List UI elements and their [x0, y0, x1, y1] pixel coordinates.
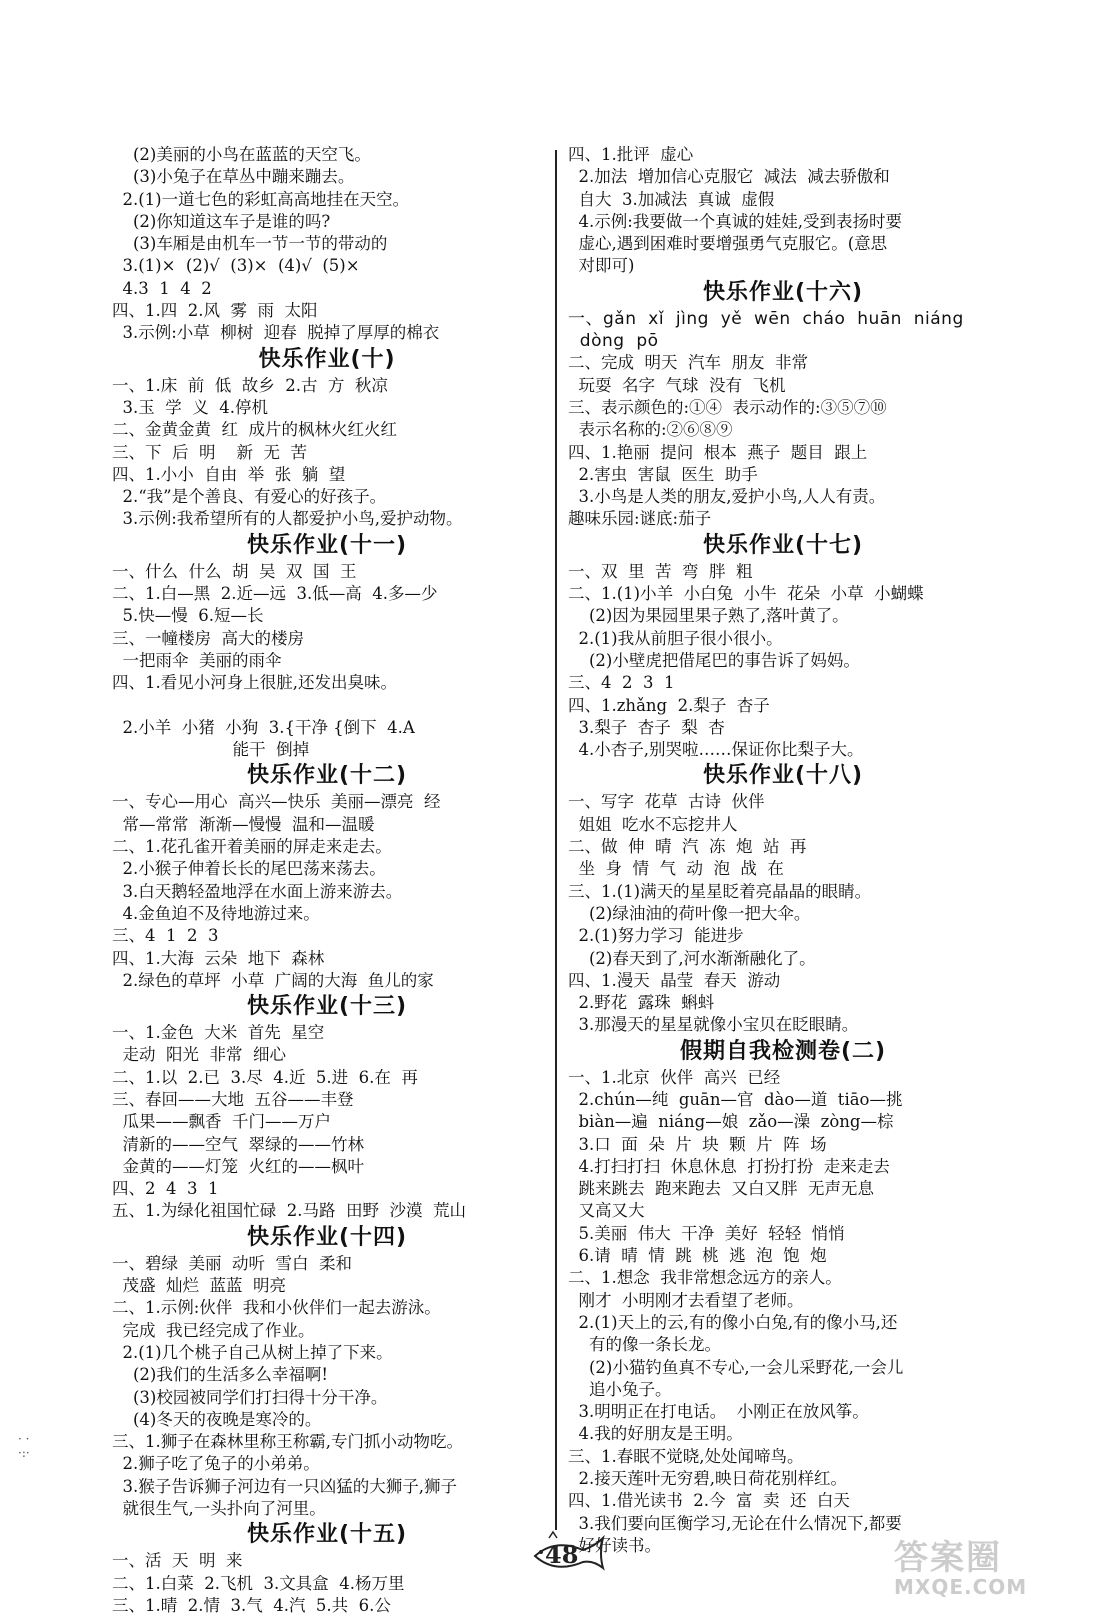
answer-line: (2)美丽的小鸟在蓝蓝的天空飞。 — [112, 145, 371, 164]
answer-line: (3)车厢是由机车一节一节的带动的 — [112, 234, 388, 254]
answer-line: 3.口 面 朵 片 块 颗 片 阵 场 — [568, 1134, 827, 1154]
answer-line: 一、活 天 明 来 — [112, 1551, 243, 1571]
answer-line: 2.绿色的草坪 小草 广阔的大海 鱼儿的家 — [112, 970, 434, 990]
answer-line: 好好读书。 — [568, 1535, 661, 1555]
answer-line: 2.chún—纯 guān—官 dào—道 tiāo—挑 — [568, 1089, 903, 1109]
answer-line: 又高又大 — [568, 1201, 645, 1221]
answer-line: 四、1.艳丽 提问 根本 燕子 题目 跟上 — [568, 442, 868, 462]
answer-line: 一、什么 什么 胡 吴 双 国 王 — [112, 561, 357, 581]
answer-line: 二、1.想念 我非常想念远方的亲人。 — [568, 1268, 842, 1288]
answer-line: 3.明明正在打电话。 小刚正在放风筝。 — [568, 1402, 869, 1422]
answer-line: 三、1.狮子在森林里称王称霸,专门抓小动物吃。 — [112, 1432, 463, 1452]
answer-line: 2.接天莲叶无穷碧,映日荷花别样红。 — [568, 1469, 847, 1489]
answer-line: 一、专心—用心 高兴—快乐 美丽—漂亮 经 — [112, 792, 441, 812]
answer-line: 清新的——空气 翠绿的——竹林 — [112, 1134, 364, 1154]
answer-line: 能干 倒掉 — [112, 740, 310, 760]
answer-line: 一、1.床 前 低 故乡 2.古 方 秋凉 — [112, 375, 388, 395]
answer-line: 2.狮子吃了兔子的小弟弟。 — [112, 1454, 320, 1474]
answer-line: 趣味乐园:谜底:茄子 — [568, 509, 712, 529]
answer-line: 就很生气,一头扑向了河里。 — [112, 1499, 326, 1519]
answer-line: (3)小兔子在草丛中蹦来蹦去。 — [112, 167, 355, 187]
answer-line: (2)小猫钓鱼真不专心,一会儿采野花,一会儿 — [568, 1357, 904, 1377]
answer-line: 2.加法 增加信心克服它 减法 减去骄傲和 — [568, 167, 890, 187]
answer-line: 一把雨伞 美丽的雨伞 — [112, 650, 282, 670]
answer-line: 二、1.白菜 2.飞机 3.文具盒 4.杨万里 — [112, 1573, 405, 1593]
answer-line: 三、春回——大地 五谷——丰登 — [112, 1089, 354, 1109]
right-column — [568, 144, 998, 1557]
answer-line: 2.(1)几个桃子自己从树上掉了下来。 — [112, 1342, 393, 1362]
answer-line: (2)我们的生活多么幸福啊! — [112, 1365, 328, 1385]
column-divider — [555, 150, 557, 1530]
watermark — [894, 1530, 1084, 1599]
answer-line: 四、1.漫天 晶莹 春天 游动 — [568, 970, 781, 990]
section-title: 快乐作业(十四) — [246, 1224, 408, 1250]
answer-line: 完成 我已经完成了作业。 — [112, 1320, 315, 1340]
answer-line: 三、表示颜色的:①④ 表示动作的:③⑤⑦⑩ — [568, 397, 887, 417]
answer-line: 4.金鱼迫不及待地游过来。 — [112, 903, 320, 923]
answer-line: 自大 3.加减法 真诚 虚假 — [568, 189, 775, 209]
margin-marks: · · ·:· — [18, 1432, 30, 1460]
answer-line: 3.(1)× (2)√ (3)× (4)√ (5)× — [112, 256, 360, 276]
answer-line: 二、1.示例:伙伴 我和小伙伴们一起去游泳。 — [112, 1298, 441, 1318]
answer-line: 常—常常 渐渐—慢慢 温和—温暖 — [112, 814, 375, 834]
left-column — [112, 144, 542, 1617]
answer-line: 二、1.以 2.已 3.尽 4.近 5.进 6.在 再 — [112, 1067, 418, 1087]
answer-line: 2.“我”是个善良、有爱心的好孩子。 — [112, 487, 387, 507]
section-title: 快乐作业(十) — [258, 346, 396, 372]
section-title: 假期自我检测卷(二) — [679, 1038, 887, 1064]
answer-line — [112, 695, 542, 717]
answer-line: 4.3 1 4 2 — [112, 278, 212, 298]
answer-line: 3.示例:小草 柳树 迎春 脱掉了厚厚的棉衣 — [112, 323, 440, 343]
answer-line: dòng pō — [568, 331, 659, 352]
answer-line: 四、1.小小 自由 举 张 躺 望 — [112, 464, 346, 484]
answer-line: 虚心,遇到困难时要增强勇气克服它。(意思 — [568, 234, 888, 254]
answer-line: 一、碧绿 美丽 动听 雪白 柔和 — [112, 1253, 352, 1273]
answer-line: 二、金黄金黄 红 成片的枫林火红火红 — [112, 420, 397, 440]
answer-line: 一、双 里 苦 弯 胖 粗 — [568, 561, 753, 581]
answer-line: 3.玉 学 义 4.停机 — [112, 397, 268, 417]
answer-line: 2.(1)我从前胆子很小很小。 — [568, 628, 783, 648]
answer-line: 三、4 1 2 3 — [112, 926, 219, 946]
answer-line: 3.小鸟是人类的朋友,爱护小鸟,人人有责。 — [568, 487, 886, 507]
answer-line: 对即可) — [568, 256, 635, 276]
answer-line: 四、1.借光读书 2.今 富 卖 还 白天 — [568, 1491, 850, 1511]
answer-line: 2.野花 露珠 蝌蚪 — [568, 993, 715, 1013]
answer-line: (2)因为果园里果子熟了,落叶黄了。 — [568, 606, 849, 626]
watermark-url: MXQE.COM — [894, 1575, 1028, 1599]
answer-line: 四、1.大海 云朵 地下 森林 — [112, 948, 325, 968]
answer-line: (2)小壁虎把借尾巴的事告诉了妈妈。 — [568, 650, 860, 670]
page-footer — [505, 1528, 605, 1578]
answer-line: 2.害虫 害鼠 医生 助手 — [568, 464, 758, 484]
answer-line: (3)校园被同学们打扫得十分干净。 — [112, 1387, 388, 1407]
answer-line: (2)春天到了,河水渐渐融化了。 — [568, 948, 816, 968]
page-number: 48 — [545, 1540, 579, 1569]
answer-line: 6.请 晴 情 跳 桃 逃 泡 饱 炮 — [568, 1246, 827, 1266]
answer-line: 一、1.金色 大米 首先 星空 — [112, 1023, 325, 1043]
answer-line: 五、1.为绿化祖国忙碌 2.马路 田野 沙漠 荒山 — [112, 1201, 466, 1221]
answer-line: 3.示例:我希望所有的人都爱护小鸟,爱护动物。 — [112, 509, 463, 529]
answer-line: biàn—遍 niáng—娘 zǎo—澡 zòng—棕 — [568, 1112, 894, 1132]
answer-line: 2.小羊 小猪 小狗 3.{干净 {倒下 4.A — [112, 717, 415, 737]
answer-line: 二、1.白—黑 2.近—远 3.低—高 4.多—少 — [112, 584, 438, 604]
answer-line: 二、完成 明天 汽车 朋友 非常 — [568, 353, 808, 373]
answer-line: 四、1.zhǎng 2.梨子 杏子 — [568, 695, 770, 715]
answer-line: 跳来跳去 跑来跑去 又白又胖 无声无息 — [568, 1179, 874, 1199]
section-title: 快乐作业(十三) — [246, 994, 408, 1020]
answer-line: 姐姐 吃水不忘挖井人 — [568, 814, 738, 834]
answer-line: 三、4 2 3 1 — [568, 673, 675, 693]
answer-line: 四、1.四 2.风 雾 雨 太阳 — [112, 301, 318, 321]
answer-line: 2.小猴子伸着长长的尾巴荡来荡去。 — [112, 859, 386, 879]
answer-line: 坐 身 情 气 动 泡 战 在 — [568, 859, 784, 879]
section-title: 快乐作业(十二) — [246, 763, 408, 789]
watermark-text: 答案圈 — [894, 1538, 1002, 1578]
answer-line: 金黄的——灯笼 火红的——枫叶 — [112, 1156, 364, 1176]
answer-line: 5.快—慢 6.短—长 — [112, 606, 264, 626]
answer-line: (4)冬天的夜晚是寒冷的。 — [112, 1409, 322, 1429]
answer-line: 追小兔子。 — [568, 1379, 672, 1399]
answer-line: 四、1.批评 虚心 — [568, 145, 694, 164]
section-title: 快乐作业(十七) — [702, 532, 864, 558]
answer-line: 三、下 后 明 新 无 苦 — [112, 442, 307, 462]
section-title: 快乐作业(十五) — [246, 1522, 408, 1548]
answer-line: 4.小杏子,别哭啦……保证你比梨子大。 — [568, 740, 864, 760]
answer-line: 四、2 4 3 1 — [112, 1179, 219, 1199]
answer-line: (2)绿油油的荷叶像一把大伞。 — [568, 903, 811, 923]
section-title: 快乐作业(十八) — [702, 763, 864, 789]
answer-line: 茂盛 灿烂 蓝蓝 明亮 — [112, 1276, 286, 1296]
section-title: 快乐作业(十六) — [702, 279, 864, 305]
answer-line: 刚才 小明刚才去看望了老师。 — [568, 1290, 804, 1310]
answer-line: 表示名称的:②⑥⑧⑨ — [568, 420, 733, 440]
answer-line: (2)你知道这车子是谁的吗? — [112, 211, 331, 231]
answer-line: 3.猴子告诉狮子河边有一只凶猛的大狮子,狮子 — [112, 1476, 457, 1496]
answer-line: 瓜果——飘香 千门——万户 — [112, 1112, 331, 1132]
answer-line: 三、1.(1)满天的星星眨着亮晶晶的眼睛。 — [568, 881, 872, 901]
answer-line: 4.我的好朋友是王明。 — [568, 1424, 743, 1444]
answer-line: 3.那漫天的星星就像小宝贝在眨眼睛。 — [568, 1015, 859, 1035]
answer-line: 一、1.北京 伙伴 高兴 已经 — [568, 1067, 781, 1087]
answer-line: 2.(1)天上的云,有的像小白兔,有的像小马,还 — [568, 1312, 898, 1332]
answer-line: 一、gǎn xǐ jìng yě wēn cháo huān niáng — [568, 308, 964, 329]
answer-line: 玩耍 名字 气球 没有 飞机 — [568, 375, 786, 395]
answer-line: 2.(1)努力学习 能进步 — [568, 926, 744, 946]
answer-line: 5.美丽 伟大 干净 美好 轻轻 悄悄 — [568, 1223, 845, 1243]
answer-line: 4.示例:我要做一个真诚的娃娃,受到表扬时要 — [568, 211, 903, 231]
answer-line: 三、1.春眠不觉晓,处处闻啼鸟。 — [568, 1446, 804, 1466]
answer-line: 三、1.晴 2.情 3.气 4.汽 5.共 6.公 — [112, 1595, 391, 1615]
answer-line: 二、1.(1)小羊 小白兔 小牛 花朵 小草 小蝴蝶 — [568, 584, 924, 604]
answer-line: 二、做 伸 晴 汽 冻 炮 站 再 — [568, 837, 807, 857]
answer-line: 三、一幢楼房 高大的楼房 — [112, 628, 304, 648]
answer-line: 3.白天鹅轻盈地浮在水面上游来游去。 — [112, 881, 403, 901]
answer-line: 有的像一条长龙。 — [568, 1335, 721, 1355]
answer-line: 一、写字 花草 古诗 伙伴 — [568, 792, 765, 812]
answer-line: 走动 阳光 非常 细心 — [112, 1045, 286, 1065]
section-title: 快乐作业(十一) — [246, 532, 408, 558]
answer-line: 4.打扫打扫 休息休息 打扮打扮 走来走去 — [568, 1156, 890, 1176]
answer-line: 2.(1)一道七色的彩虹高高地挂在天空。 — [112, 189, 410, 209]
answer-line: 3.梨子 杏子 梨 杏 — [568, 717, 725, 737]
answer-line: 四、1.看见小河身上很脏,还发出臭味。 — [112, 673, 397, 693]
answer-line: 3.我们要向匡衡学习,无论在什么情况下,都要 — [568, 1513, 902, 1533]
answer-line: 二、1.花孔雀开着美丽的屏走来走去。 — [112, 837, 392, 857]
